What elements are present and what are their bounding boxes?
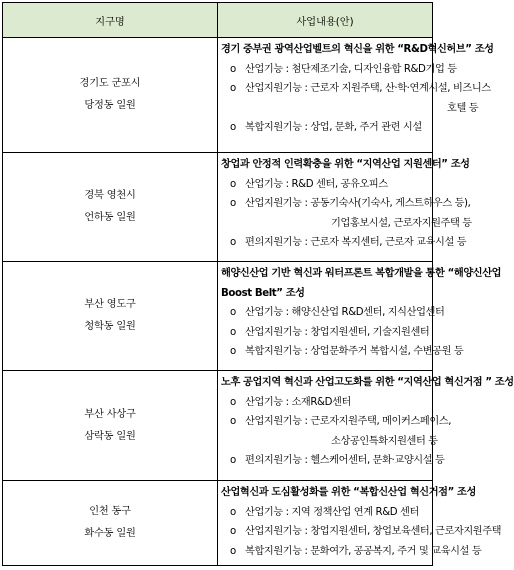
list-item-continuation: 소상공인특화지원센터 등 — [331, 435, 438, 447]
district-line: 경북 영천시 — [84, 190, 136, 201]
district-line: 부산 사상구 — [84, 408, 136, 420]
project-title: 창업과 안정적 인력확충을 위한 “지역산업 지원센터” 조성 — [221, 159, 470, 170]
content-cell — [218, 262, 502, 371]
district-line: 삼락동 일원 — [84, 430, 136, 442]
header-district: 지구명 — [3, 3, 218, 38]
list-item-continuation: 호텔 등 — [447, 102, 479, 114]
district-line: 화수동 일원 — [84, 528, 136, 539]
table-header-row — [3, 3, 433, 38]
bullet-icon: o — [230, 526, 236, 537]
list-item: o 산업기능 : 지역 정책산업 연계 R&D 센터 — [221, 503, 432, 523]
list-item: o 산업지원기능 : 근로자지원주택, 메이커스페이스, — [221, 412, 432, 432]
district-cell — [3, 38, 218, 153]
list-item: o 산업기능 : 소재R&D센터 — [221, 393, 432, 413]
bullet-icon: o — [230, 178, 236, 190]
content-cell — [218, 481, 502, 566]
district-line: 언하동 일원 — [84, 212, 136, 223]
bullet-icon: o — [230, 346, 236, 357]
bullet-icon: o — [230, 545, 236, 557]
list-item: o 산업지원기능 : 근로자 지원주택, 산·학·연계시설, 비즈니스 — [221, 79, 432, 99]
district-cell — [3, 481, 218, 566]
content-cell — [218, 371, 514, 481]
bullet-icon: o — [230, 396, 236, 408]
list-item: o 산업기능 : 해양신산업 R&D센터, 지식산업센터 — [221, 303, 432, 323]
project-title: 경기 중부권 광역산업벨트의 혁신을 위한 “R&D혁신허브” 조성 — [221, 44, 494, 55]
project-title-continuation: Boost Belt” 조성 — [221, 287, 305, 299]
list-item: o 편의지원기능 : 근로자 복지센터, 근로자 교육시설 등 — [221, 233, 432, 253]
district-line: 청학동 일원 — [84, 321, 136, 332]
list-item: o 산업기능 : 첨단제조기술, 디자인융합 R&D기업 등 — [221, 60, 432, 80]
bullet-icon: o — [230, 506, 236, 518]
bullet-icon: o — [230, 122, 236, 133]
bullet-icon: o — [230, 237, 236, 248]
table-row — [3, 481, 433, 566]
list-item: o 산업기능 : R&D 센터, 공유오피스 — [221, 175, 432, 195]
table-row — [3, 38, 433, 153]
list-item: o 산업지원기능 : 창업지원센터, 기술지원센터 — [221, 323, 432, 343]
header-content: 사업내용(안) — [218, 3, 433, 38]
list-item: o 산업지원기능 : 공동기숙사(기숙사, 게스트하우스 등), — [221, 194, 432, 214]
bullet-icon: o — [230, 83, 236, 94]
table-row — [3, 153, 433, 262]
content-cell — [218, 38, 494, 153]
bullet-icon: o — [230, 416, 236, 427]
project-title: 산업혁신과 도심활성화를 위한 “복합신산업 혁신거점” 조성 — [221, 487, 476, 498]
list-item: o 산업지원기능 : 창업지원센터, 창업보육센터, 근로자지원주택 — [221, 522, 432, 542]
list-item: o 복합지원기능 : 상업문화주거 복합시설, 수변공원 등 — [221, 342, 432, 362]
project-table — [2, 2, 514, 566]
bullet-icon: o — [230, 307, 236, 318]
project-title: 해양신산업 기반 혁신과 워터프론트 복합개발을 통한 “해양신산업 — [221, 268, 502, 279]
content-cell — [218, 153, 472, 262]
district-line: 부산 영도구 — [84, 299, 136, 310]
district-cell — [3, 153, 218, 262]
bullet-icon: o — [230, 455, 236, 466]
table-row — [3, 371, 433, 481]
district-line: 당정동 일원 — [84, 100, 136, 111]
table-row — [3, 262, 433, 371]
district-line: 경기도 군포시 — [79, 78, 141, 89]
list-item: o 편의지원기능 : 헬스케어센터, 문화·교양시설 등 — [221, 451, 432, 471]
bullet-icon: o — [230, 326, 236, 338]
list-item-continuation: 기업홍보시설, 근로자지원주택 등 — [331, 217, 472, 229]
district-cell — [3, 371, 218, 481]
district-line: 인천 동구 — [89, 506, 131, 517]
district-cell — [3, 262, 218, 371]
list-item: o 복합지원기능 : 문화여가, 공공복지, 주거 및 교육시설 등 — [221, 542, 432, 562]
project-title: 노후 공업지역 혁신과 산업고도화를 위한 “지역산업 혁신거점 ” 조성 — [221, 377, 514, 388]
bullet-icon: o — [230, 63, 236, 75]
list-item: o 복합지원기능 : 상업, 문화, 주거 관련 시설 — [221, 118, 432, 138]
bullet-icon: o — [230, 198, 236, 209]
